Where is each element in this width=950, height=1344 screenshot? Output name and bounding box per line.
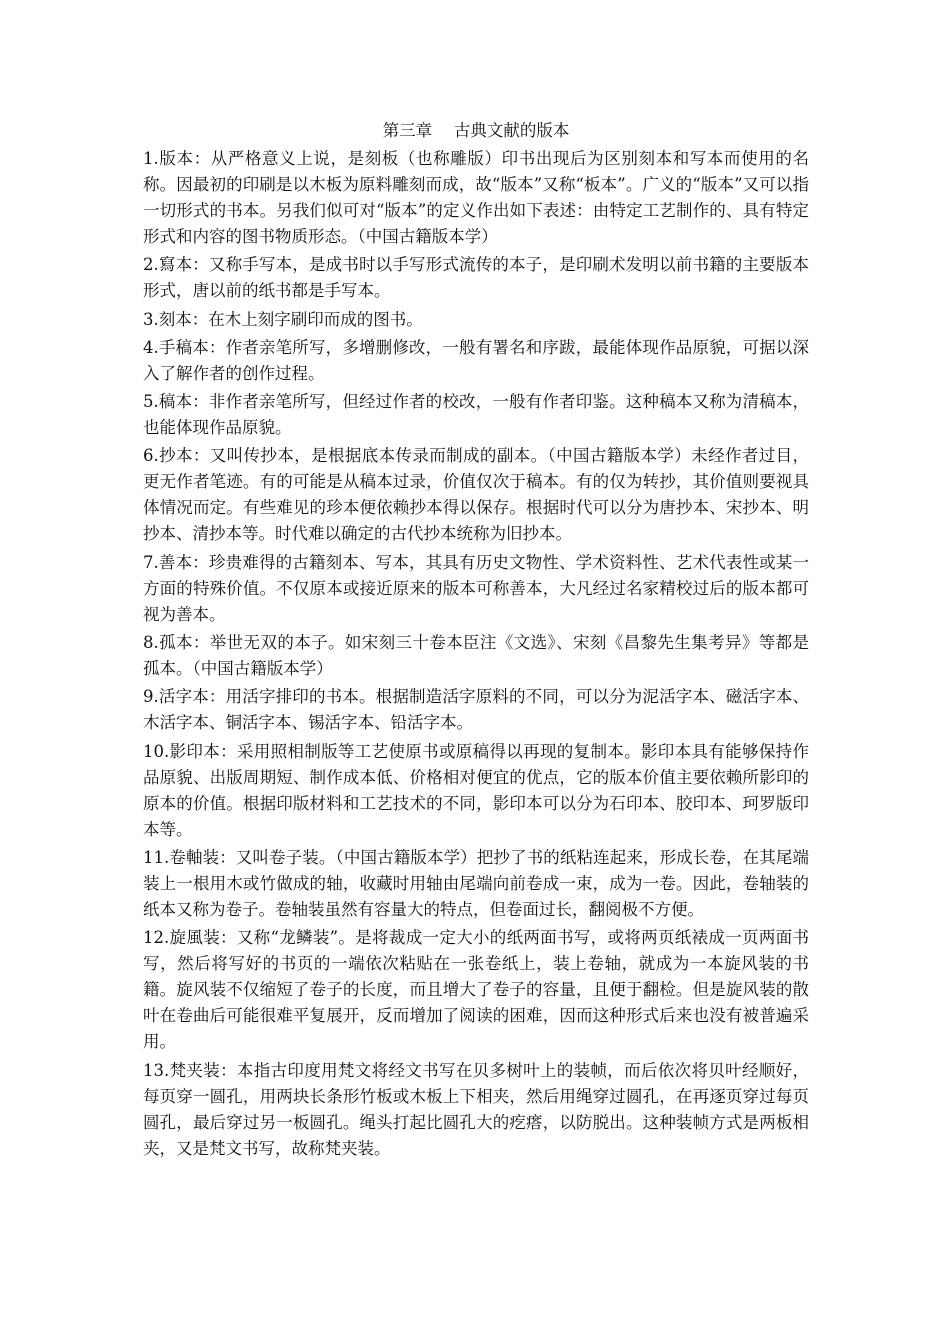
entry-yingyinben: 10.影印本：采用照相制版等工艺使原书或原稿得以再现的复制本。影印本具有能够保持作品原貌、出版周期短、制作成本低、价格相对便宜的优点，它的版本价值主要依赖所影印的原本的价值。根据印版材料和工艺技术的不同，影印本可以分为石印本、胶印本、珂罗版印本等。 [143,741,809,839]
chapter-title: 第三章 古典文献的版本 [382,121,570,140]
entry-shougaoben: 4.手稿本：作者亲笔所写，多增删修改，一般有署名和序跋，最能体现作品原貌，可据以深入了解作者的创作过程。 [143,337,809,383]
entry-keben: 3.刻本：在木上刻字刷印而成的图书。 [143,309,423,329]
document-body [143,118,809,1162]
entry-huoziben: 9.活字本：用活字排印的书本。根据制造活字原料的不同，可以分为泥活字本、磁活字本、木活字本、铜活字本、锡活字本、铅活字本。 [143,687,809,733]
entry-guben: 8.孤本：举世无双的本子。如宋刻三十卷本臣注《文选》、宋刻《昌黎先生集考异》等都是孤本。（中国古籍版本学） [143,633,809,679]
entry-juanzhouzhuang: 11.卷軸装：又叫卷子装。（中国古籍版本学）把抄了书的纸粘连起来，形成长卷，在其尾端装上一根用木或竹做成的轴，收藏时用轴由尾端向前卷成一束，成为一卷。因此，卷轴装的纸本又称为卷子。卷轴装虽然有容量大的特点，但卷面过长，翻阅极不方便。 [143,847,809,919]
entry-xieben: 2.寫本：又称手写本，是成书时以手写形式流传的本子，是印刷术发明以前书籍的主要版本形式，唐以前的纸书都是手写本。 [143,255,809,301]
entry-xuanfengzhuang: 12.旋風装：又称“龙鳞装”。是将裁成一定大小的纸两面书写，或将两页纸裱成一页两面书写，然后将写好的书页的一端依次粘贴在一张卷纸上，装上卷轴，就成为一本旋风装的书籍。旋风装不仅缩短了卷子的长度，而且增大了卷子的容量，且便于翻检。但是旋风装的散叶在卷曲后可能很难平复展开，反而增加了阅读的困难，因而这种形式后来也没有被普遍采用。 [143,928,809,1052]
entry-banben: 1.版本：从严格意义上说，是刻板（也称雕版）印书出现后为区别刻本和写本而使用的名称。因最初的印刷是以木板为原料雕刻而成，故“版本”又称“板本”。广义的“版本”又可以指一切形式的书本。另我们似可对“版本”的定义作出如下表述：由特定工艺制作的、具有特定形式和内容的图书物质形态。（中国古籍版本学） [143,149,809,246]
entry-shanben: 7.善本：珍贵难得的古籍刻本、写本，其具有历史文物性、学术资料性、艺术代表性或某一方面的特殊价值。不仅原本或接近原来的版本可称善本，大凡经过名家精校过后的版本都可视为善本。 [143,552,809,624]
entry-fanjiazhuang: 13.梵夹装：本指古印度用梵文将经文书写在贝多树叶上的装帧，而后依次将贝叶经顺好，每页穿一圆孔，用两块长条形竹板或木板上下相夹，然后用绳穿过圆孔，在再逐页穿过每页圆孔，最后穿过另一板圆孔。绳头打起比圆孔大的疙瘩，以防脱出。这种装帧方式是两板相夹，又是梵文书写，故称梵夹装。 [143,1060,809,1158]
entry-chaoben: 6.抄本：又叫传抄本，是根据底本传录而制成的副本。（中国古籍版本学）未经作者过目，更无作者笔迹。有的可能是从稿本过录，价值仅次于稿本。有的仅为转抄，其价值则要视具体情况而定。有些难见的珍本便依赖抄本得以保存。根据时代可以分为唐抄本、宋抄本、明抄本、清抄本等。时代难以确定的古代抄本统称为旧抄本。 [143,446,809,544]
entry-gaoben: 5.稿本：非作者亲笔所写，但经过作者的校改，一般有作者印鉴。这种稿本又称为清稿本，也能体现作品原貌。 [143,392,809,438]
